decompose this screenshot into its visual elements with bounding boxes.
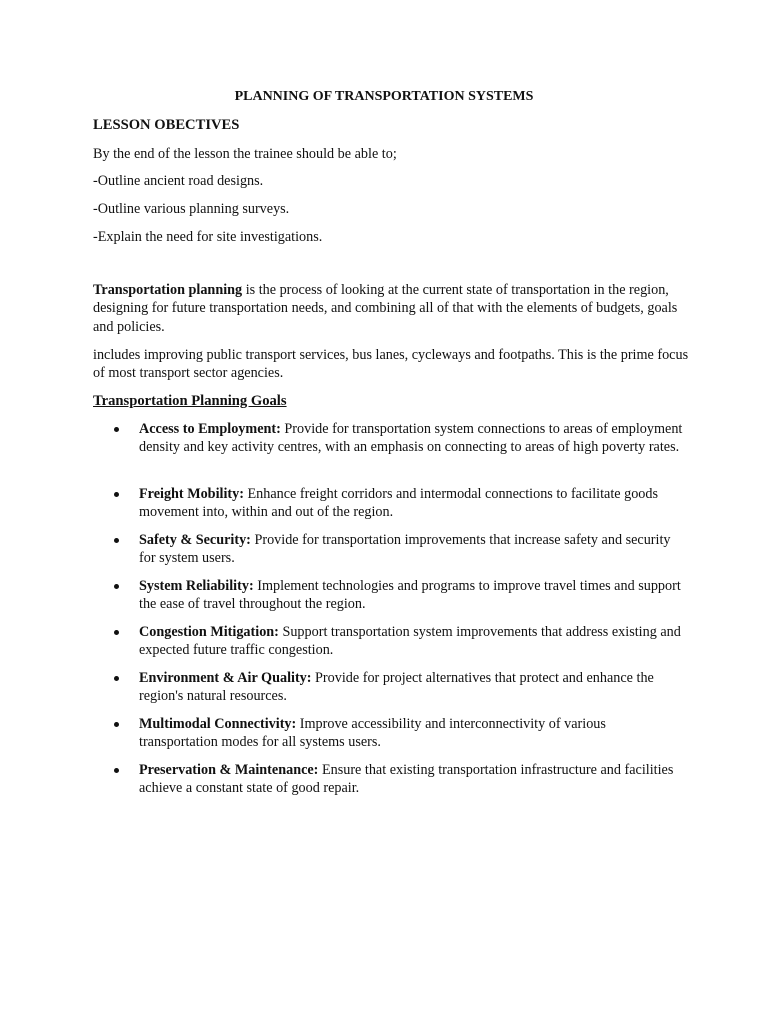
bullet-icon	[114, 676, 119, 681]
objective-item: -Outline various planning surveys.	[93, 201, 290, 217]
definition-paragraph	[93, 281, 693, 336]
goal-label: System Reliability:	[139, 578, 254, 594]
bullet-icon	[114, 768, 119, 773]
goal-text	[139, 577, 684, 613]
goal-description: Enhance freight corridors and intermodal connections to facilitate goods movement into, within and out of the region.	[139, 486, 659, 521]
bullet-icon	[114, 492, 119, 497]
objectives-intro: By the end of the lesson the trainee should be able to;	[93, 146, 397, 162]
goal-text	[139, 485, 684, 521]
goal-description: Improve accessibility and interconnectivity of various transportation modes for all systems users.	[139, 716, 606, 751]
goal-description: Support transportation system improvements that address existing and expected future traffic congestion.	[139, 624, 681, 659]
goal-label: Multimodal Connectivity:	[139, 716, 297, 732]
goal-label: Access to Employment:	[139, 421, 281, 437]
goal-text	[139, 761, 684, 797]
goal-description: Implement technologies and programs to improve travel times and support the ease of travel throughout the region.	[139, 578, 681, 613]
goal-description: Provide for project alternatives that protect and enhance the region's natural resources.	[139, 670, 654, 705]
goal-description: Provide for transportation system connections to areas of employment density and key activity centres, with an emphasis on connecting to areas of high poverty rates.	[139, 421, 683, 456]
goal-label: Environment & Air Quality:	[139, 670, 312, 686]
goal-text	[139, 623, 684, 659]
bullet-icon	[114, 427, 119, 432]
bullet-icon	[114, 630, 119, 635]
goal-text	[139, 715, 684, 751]
bullet-icon	[114, 584, 119, 589]
bullet-icon	[114, 722, 119, 727]
bullet-icon	[114, 538, 119, 543]
definition-term: Transportation planning	[93, 282, 243, 298]
goal-text	[139, 669, 684, 705]
goal-description: Ensure that existing transportation infrastructure and facilities achieve a constant state of good repair.	[139, 762, 674, 797]
goal-text	[139, 420, 684, 456]
page-title: PLANNING OF TRANSPORTATION SYSTEMS	[234, 89, 534, 104]
goal-label: Safety & Security:	[139, 532, 251, 548]
objectives-heading: LESSON OBECTIVES	[93, 117, 240, 133]
goal-label: Preservation & Maintenance:	[139, 762, 319, 778]
goals-heading: Transportation Planning Goals	[93, 393, 287, 409]
goal-label: Congestion Mitigation:	[139, 624, 279, 640]
goal-description: Provide for transportation improvements that increase safety and security for system users.	[139, 532, 671, 567]
paragraph-public-transport: includes improving public transport services, bus lanes, cycleways and footpaths. This is the prime focus of most transport sector agencies.	[93, 347, 689, 382]
definition-text: is the process of looking at the current state of transportation in the region, designing for future transportation needs, and combining all of that with the elements of budgets, goals and policies.	[93, 282, 678, 335]
goal-label: Freight Mobility:	[139, 486, 244, 502]
goal-text	[139, 531, 684, 567]
objective-item: -Outline ancient road designs.	[93, 173, 264, 189]
objective-item: -Explain the need for site investigations.	[93, 229, 323, 245]
